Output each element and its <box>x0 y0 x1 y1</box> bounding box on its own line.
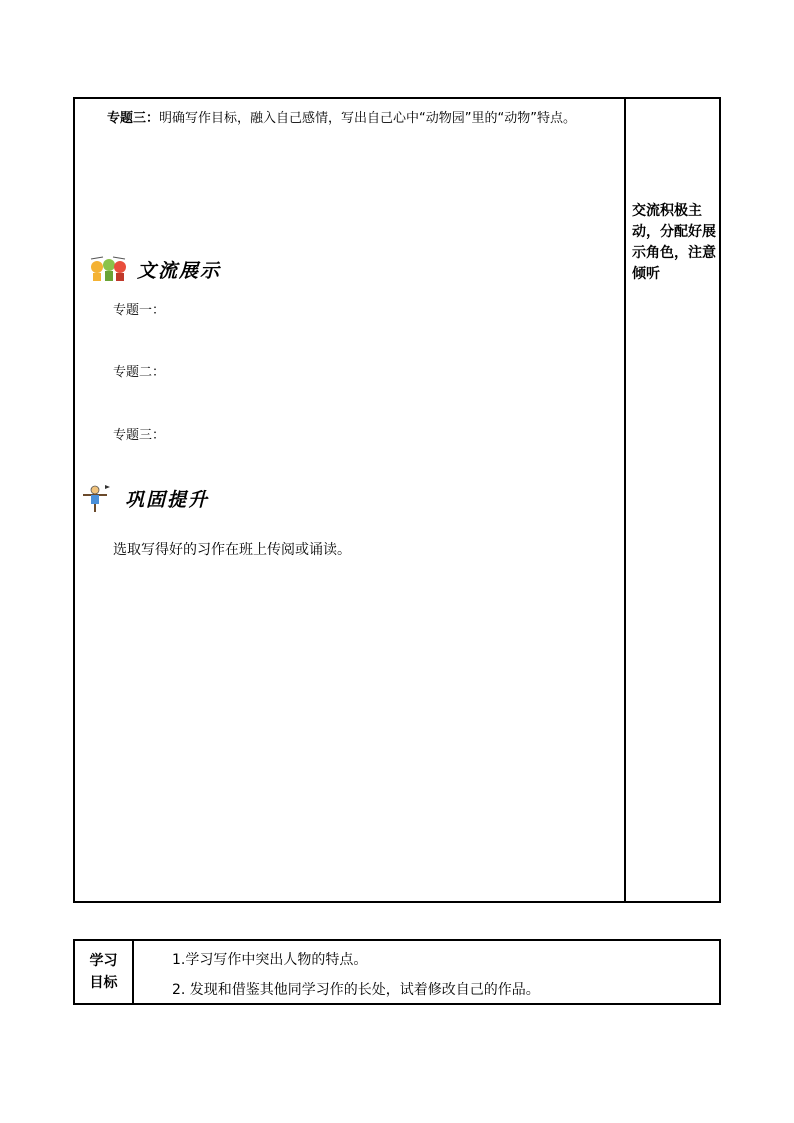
side-note-cell <box>626 99 719 901</box>
topic-three-intro <box>81 105 616 133</box>
goal-label-line2: 目标 <box>89 975 118 991</box>
goal-divider <box>132 941 134 1003</box>
exchange-title: 文流展示 <box>137 259 222 282</box>
learning-goals-table <box>73 939 721 1005</box>
scarecrow-icon <box>81 483 111 513</box>
topic-one-label: 专题一： <box>113 303 166 318</box>
kids-icon <box>87 255 129 283</box>
main-table <box>73 97 721 903</box>
intro-label: 专题三： <box>107 111 160 126</box>
intro-text: 明确写作目标，融入自己感情，写出自己心中“动物园”里的“动物”特点。 <box>159 111 576 126</box>
content-cell <box>75 99 624 901</box>
learning-goals-label <box>75 941 132 1003</box>
consolidate-body: 选取写得好的习作在班上传阅或诵读。 <box>113 542 351 558</box>
topic-three-label: 专题三： <box>113 428 166 443</box>
topic-two-label: 专题二： <box>113 365 166 380</box>
side-note: 交流积极主动，分配好展示角色，注意倾听 <box>632 203 716 282</box>
consolidate-section-header <box>81 483 209 513</box>
goal-item-1: 1.学习写作中突出人物的特点。 <box>172 952 368 968</box>
consolidate-title: 巩固提升 <box>125 488 210 511</box>
goal-label-line1: 学习 <box>89 953 118 969</box>
exchange-section-header <box>87 255 221 283</box>
goal-item-2: 2. 发现和借鉴其他同学习作的长处，试着修改自己的作品。 <box>172 982 540 998</box>
